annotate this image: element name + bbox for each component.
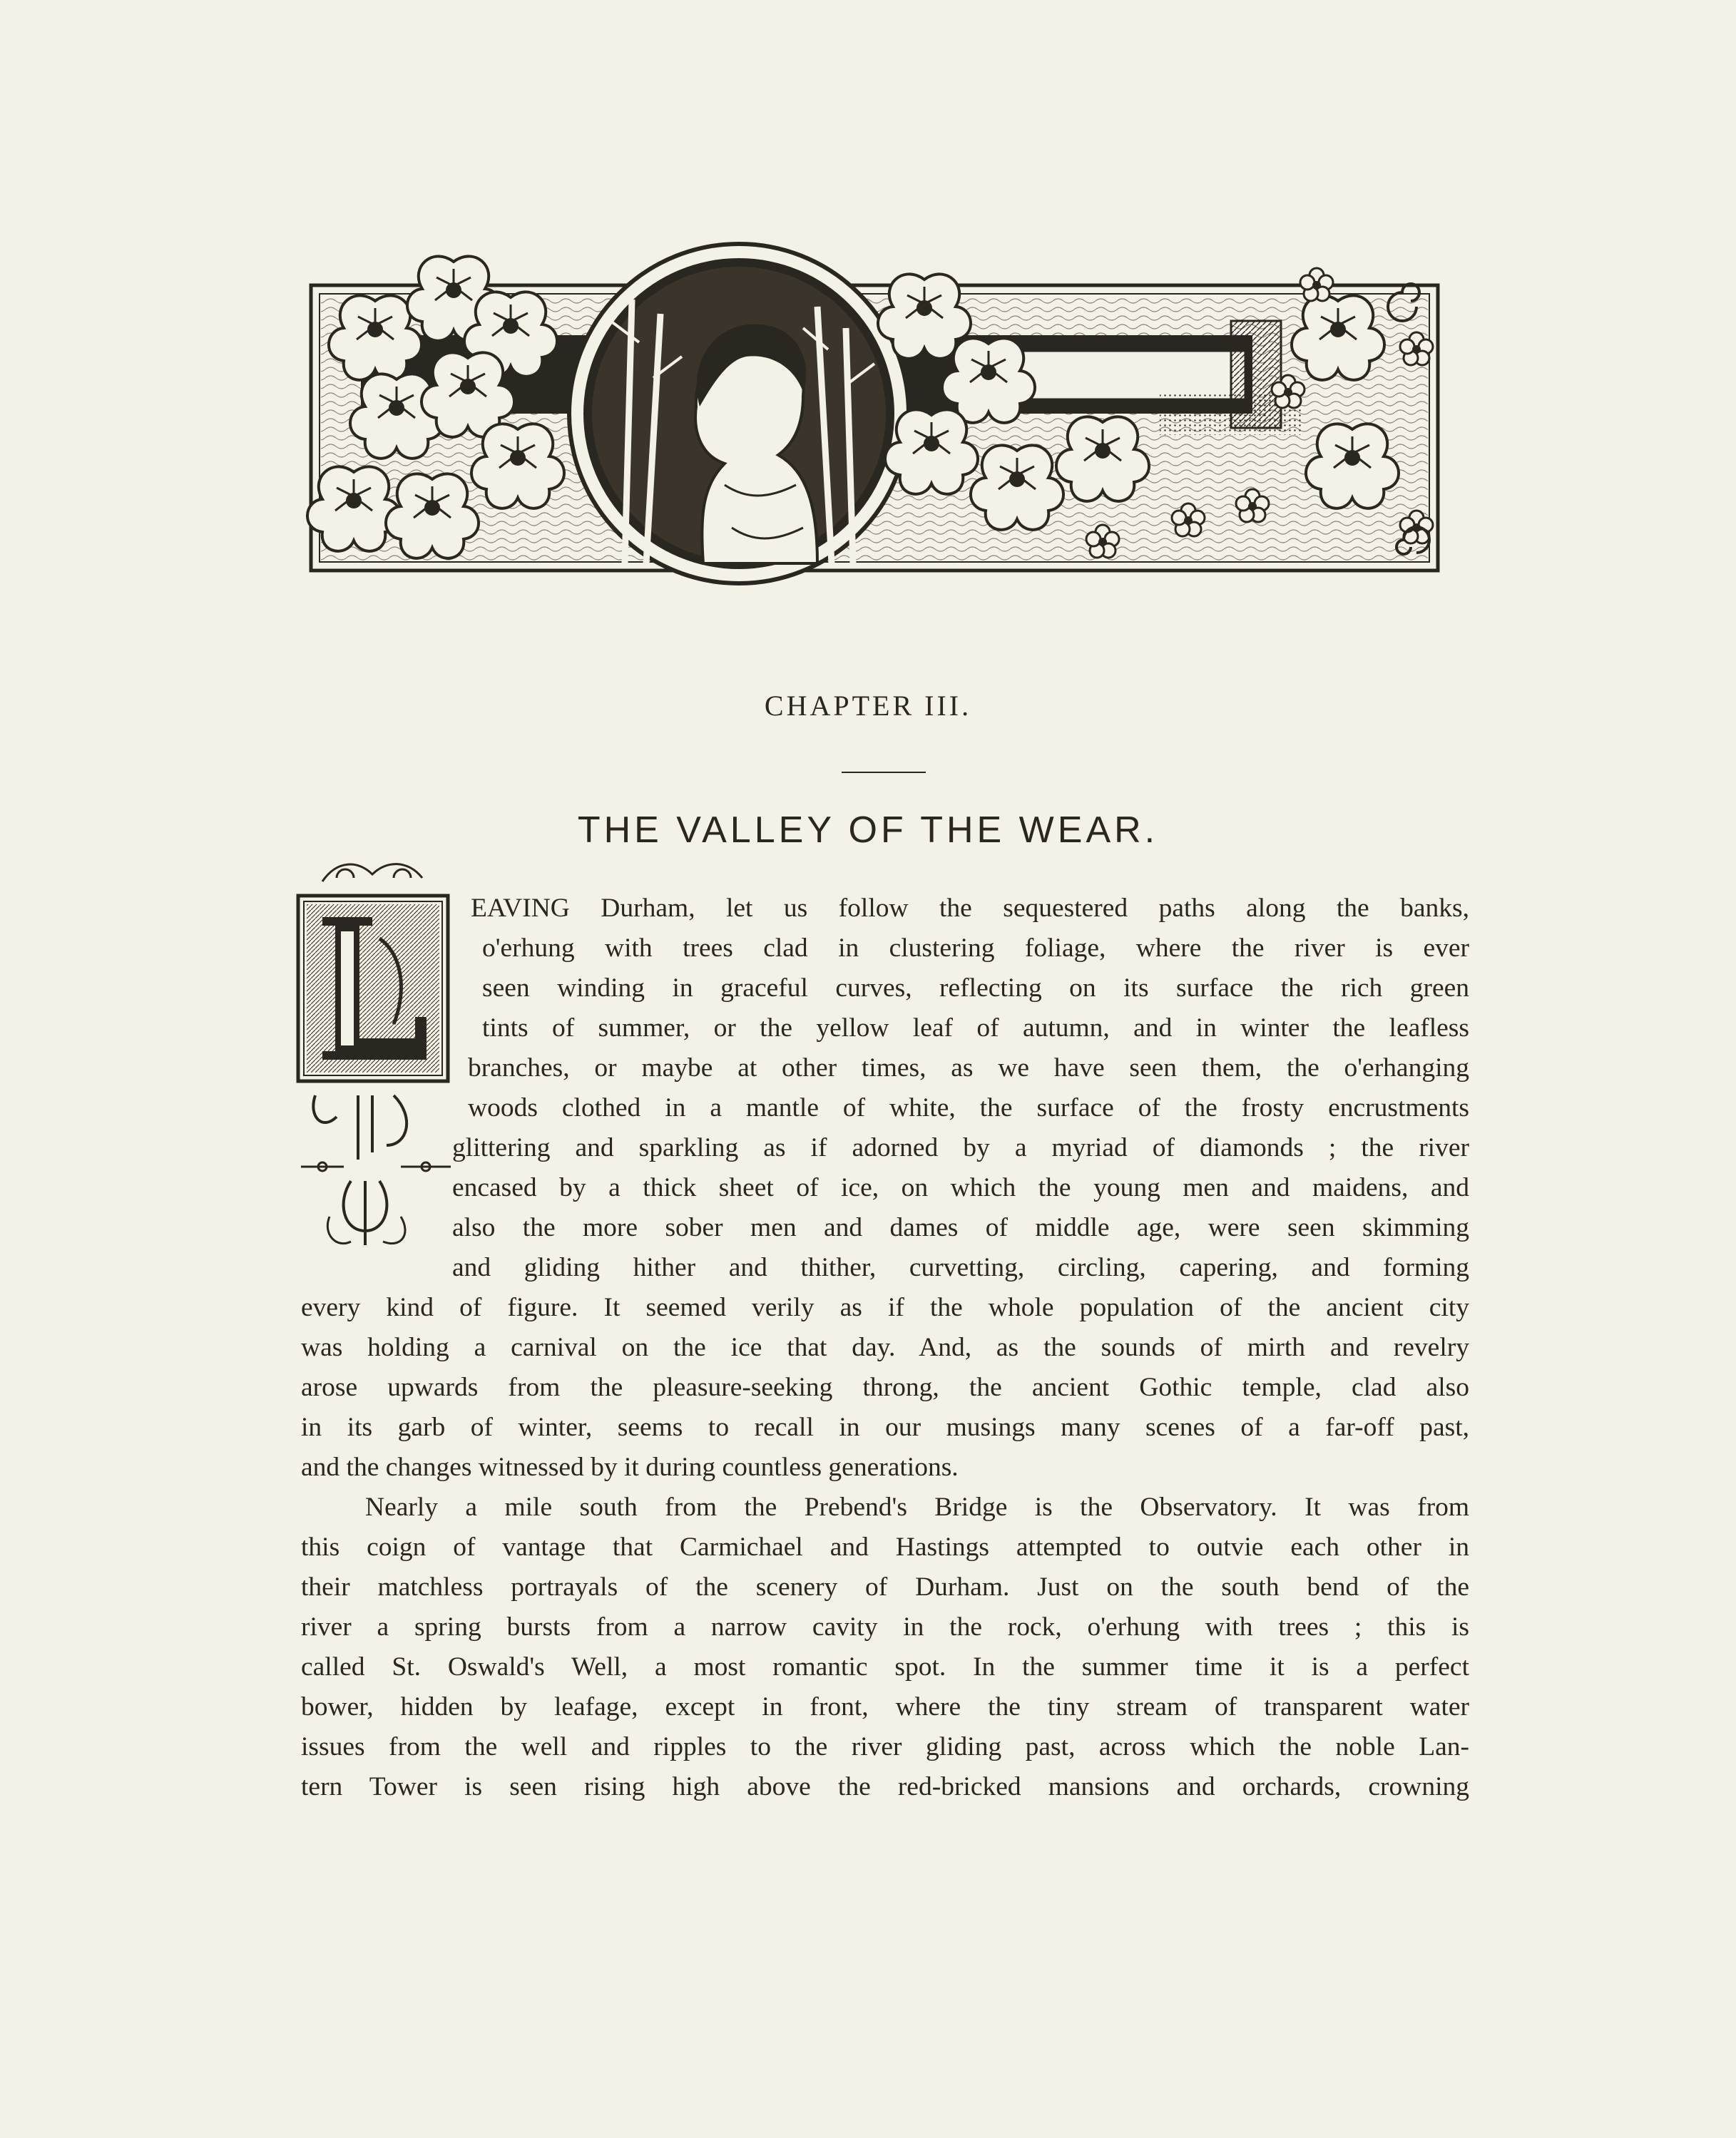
body-line: and the changes witnessed by it during countless generations. [301,1453,959,1482]
body-line: encased by a thick sheet of ice, on which the young men and maidens, and [452,1173,1469,1202]
body-line: Nearly a mile south from the Prebend's Bridge is the Observatory. It was from [365,1493,1469,1522]
body-line: branches, or maybe at other times, as we have seen them, the o'erhanging [468,1053,1469,1083]
body-line: arose upwards from the pleasure-seeking throng, the ancient Gothic temple, clad also [301,1373,1469,1402]
body-line: glittering and sparkling as if adorned by a myriad of diamonds ; the river [452,1133,1469,1162]
body-line: was holding a carnival on the ice that day. And, as the sounds of mirth and revelry [301,1333,1469,1362]
body-line: tern Tower is seen rising high above the red-bricked mansions and orchards, crowning [301,1772,1469,1801]
body-line: EAVING Durham, let us follow the sequestered paths along the banks, [471,894,1469,923]
chapter-number: CHAPTER III. [764,690,972,722]
body-line: bower, hidden by leafage, except in front, where the tiny stream of transparent water [301,1692,1469,1722]
chapter-title: THE VALLEY OF THE WEAR. [577,809,1159,851]
body-line: every kind of figure. It seemed verily as if the whole population of the ancient city [301,1293,1469,1322]
floral-headpiece-illustration [304,228,1445,599]
chapter-divider-rule [842,772,926,773]
body-line: seen winding in graceful curves, reflecting on its surface the rich green [482,973,1469,1003]
body-line: woods clothed in a mantle of white, the surface of the frosty encrustments [468,1093,1469,1122]
body-line: this coign of vantage that Carmichael and Hastings attempted to outvie each other in [301,1533,1469,1562]
body-line: tints of summer, or the yellow leaf of autumn, and in winter the leafless [482,1013,1469,1043]
body-line: issues from the well and ripples to the river gliding past, across which the noble Lan- [301,1732,1469,1761]
body-line: called St. Oswald's Well, a most romantic spot. In the summer time it is a perfect [301,1652,1469,1682]
body-line: also the more sober men and dames of middle age, were seen skimming [452,1213,1469,1242]
ornamental-initial-l-icon [294,846,465,1252]
body-line: in its garb of winter, seems to recall in our musings many scenes of a far-off past, [301,1413,1469,1442]
body-line: and gliding hither and thither, curvetting, circling, capering, and forming [452,1253,1469,1282]
body-line: o'erhung with trees clad in clustering foliage, where the river is ever [482,934,1469,963]
body-line: their matchless portrayals of the scenery of Durham. Just on the south bend of the [301,1572,1469,1602]
body-line: river a spring bursts from a narrow cavity in the rock, o'erhung with trees ; this is [301,1612,1469,1642]
